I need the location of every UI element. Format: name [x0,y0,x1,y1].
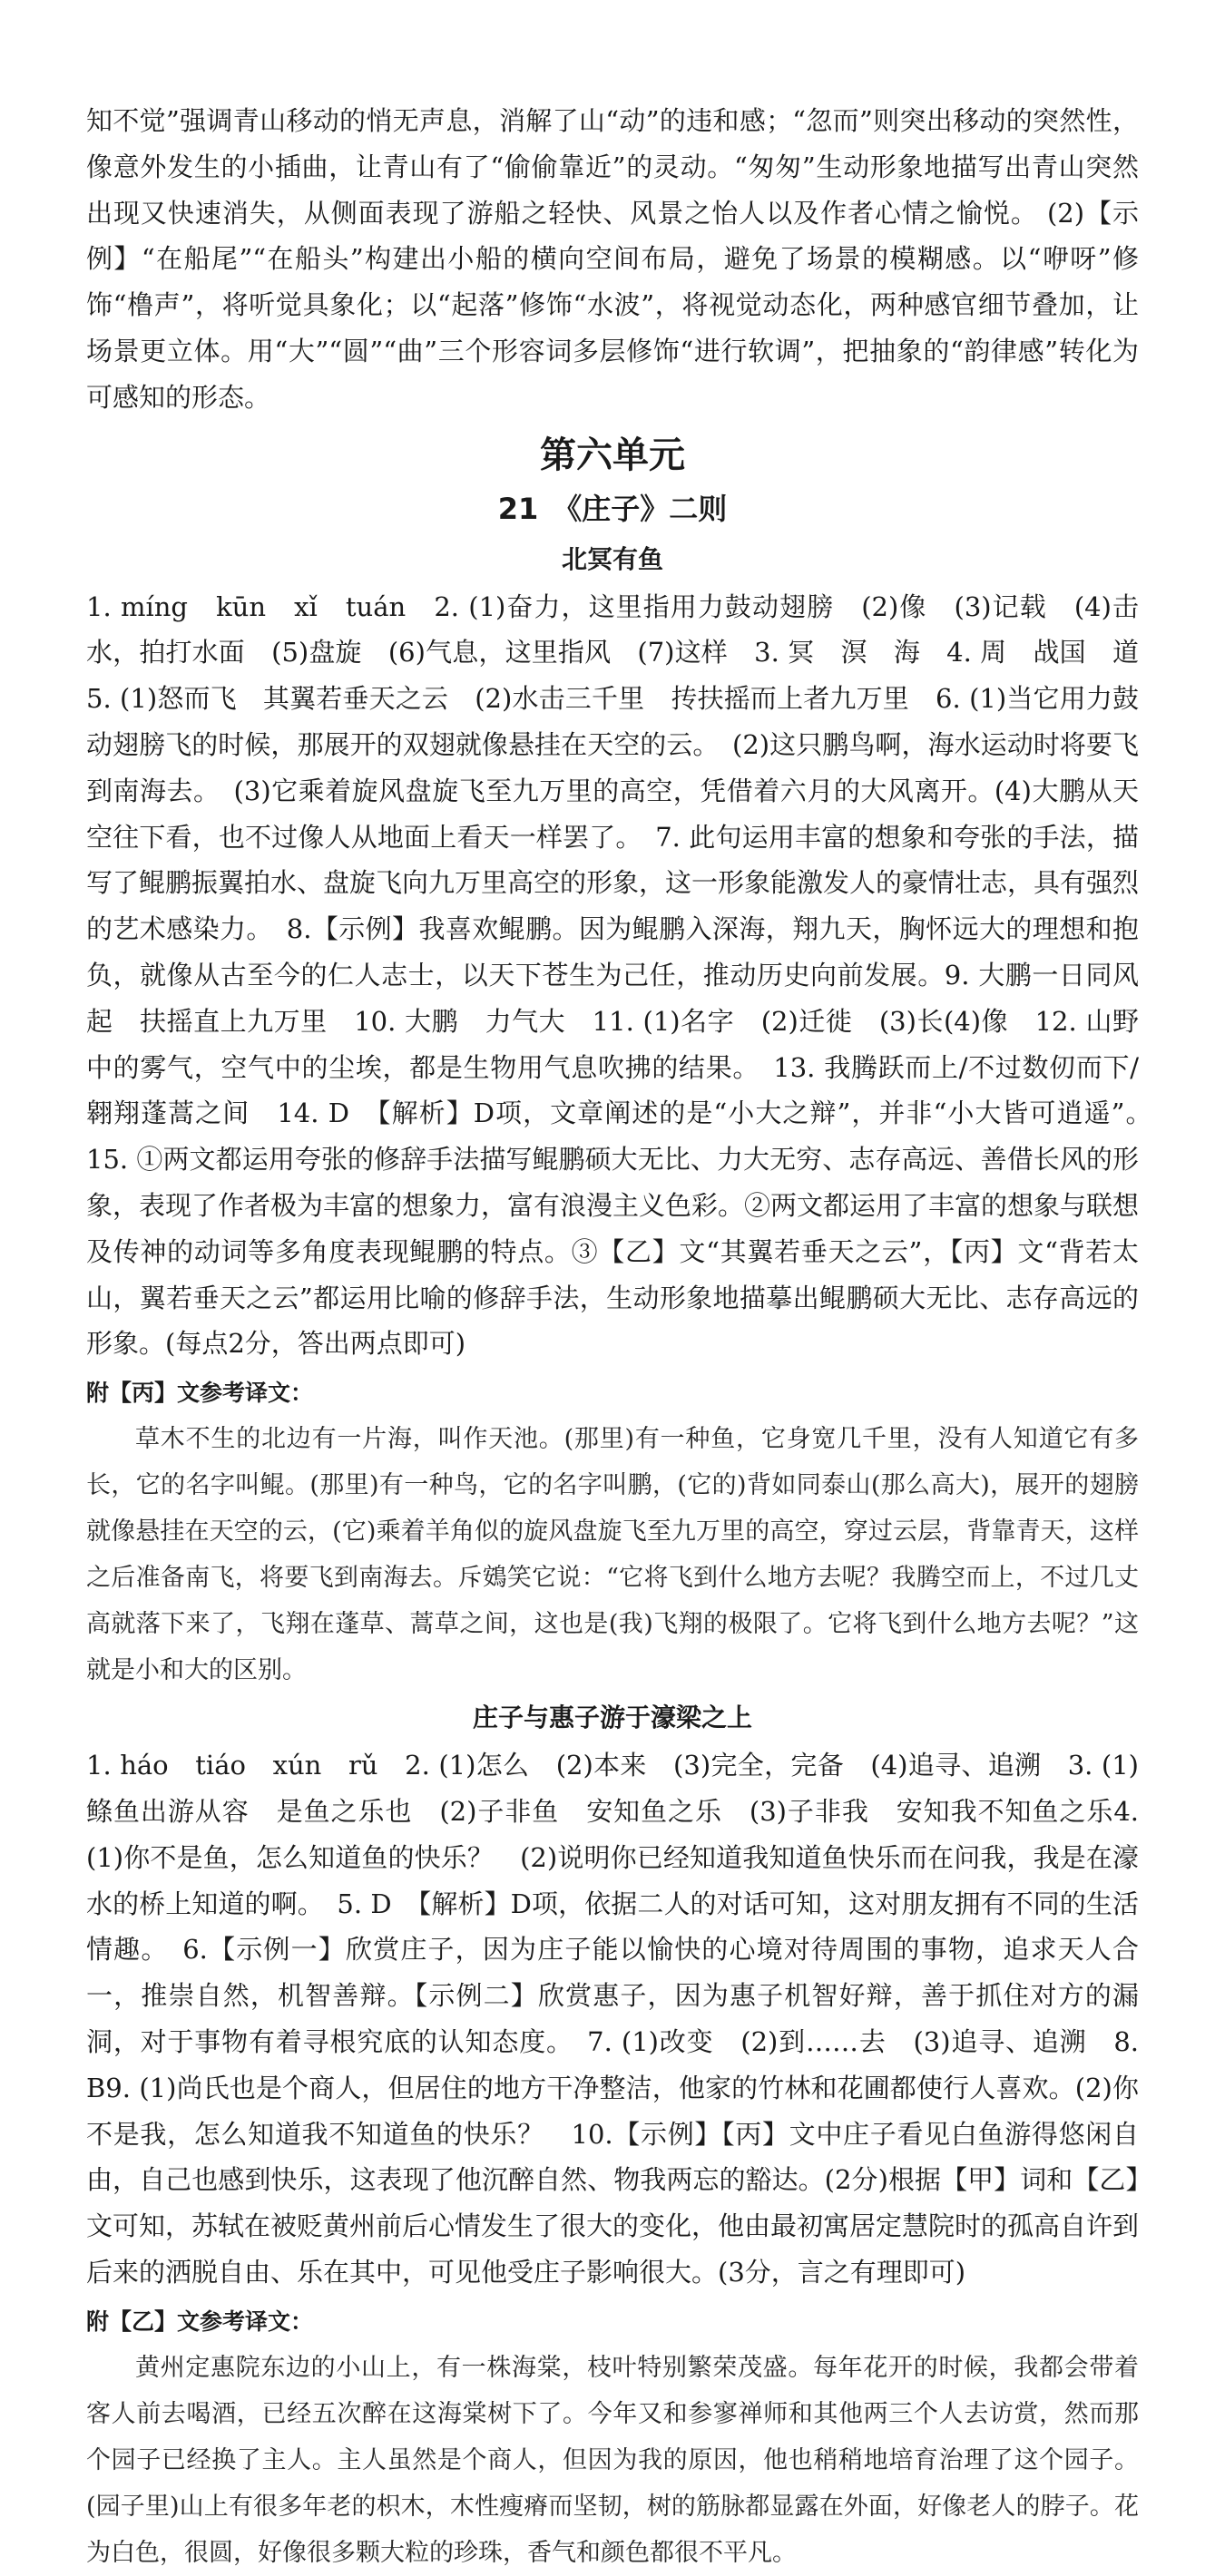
section-title-beiming: 北冥有鱼 [561,543,663,574]
intro-paragraph: 知不觉”强调青山移动的悄无声息，消解了山“动”的违和感；“忽而”则突出移动的突然性，像意外发生的小插曲，让青山有了“偷偷靠近”的灵动。“匆匆”生动形象地描写出青山突然出现又快速消失，从侧面表现了游船之轻快、风景之怡人以及作者心情之愉悦。 (2)【示例】“在船尾”“在船头”构建出小船的横向空间布局，避免了场景的模糊感。以“咿呀”修饰“橹声”，将听觉具象化；以“起落”修饰“水波”，将视觉动态化，两种感官细节叠加，让场景更立体。用“大”“圆”“曲”三个形容词多层修饰“进行软调”，把抽象的“韵律感”转化为可感知的形态。 [86,105,1139,413]
answers-beiming: 1. míng kūn xǐ tuán 2. (1)奋力，这里指用力鼓动翅膀 (2)像 (3)记载 (4)击水，拍打水面 (5)盘旋 (6)气息，这里指风 (7)这样 3. 冥 溟 海 4. 周 战国 道 5. (1)怒而飞 其翼若垂天之云 (2)水击三千里 抟扶摇而上者九万里 6. (1)当它用力鼓动翅膀飞的时候，那展开的双翅就像悬挂在天空的云。 (2)这只鹏鸟啊，海水运动时将要飞到南海去。 (3)它乘着旋风盘旋飞至九万里的高空，凭借着六月的大风离开。(4)大鹏从天空往下看，也不过像人从地面上看天一样罢了。 7. 此句运用丰富的想象和夸张的手法，描写了鲲鹏振翼拍水、盘旋飞向九万里高空的形象，这一形象能激发人的豪情壮志，具有强烈的艺术感染力。 8.【示例】我喜欢鲲鹏。因为鲲鹏入深海，翔九天，胸怀远大的理想和抱负，就像从古至今的仁人志士，以天下苍生为己任，推动历史向前发展。9. 大鹏一日同风起 扶摇直上九万里 10. 大鹏 力气大 11. (1)名字 (2)迁徙 (3)长(4)像 12. 山野中的雾气，空气中的尘埃，都是生物用气息吹拂的结果。 13. 我腾跃而上/不过数仞而下/翱翔蓬蒿之间 14. D 【解析】D项，文章阐述的是“小大之辩”，并非“小大皆可逍遥”。 15. ①两文都运用夸张的修辞手法描写鲲鹏硕大无比、力大无穷、志存高远、善借长风的形象，表现了作者极为丰富的想象力，富有浪漫主义色彩。②两文都运用了丰富的想象与联想及传神的动词等多角度表现鲲鹏的特点。③【乙】文“其翼若垂天之云”，【丙】文“背若太山，翼若垂天之云”都运用比喻的修辞手法，生动形象地描摹出鲲鹏硕大无比、志存高远的形象。(每点2分，答出两点即可) [86,590,1166,1360]
answer-page [86,98,1166,2576]
attach-heading-bing: 附【丙】文参考译文： [86,1380,314,1407]
unit-title: 第六单元 [540,434,685,476]
translation-yi: 黄州定惠院东边的小山上，有一株海棠，枝叶特别繁荣茂盛。每年花开的时候，我都会带着客人前去喝酒，已经五次醉在这海棠树下了。今年又和参寥禅师和其他两三个人去访赏，然而那个园子已经换了主人。主人虽然是个商人，但因为我的原因，他也稍稍地培育治理了这个园子。(园子里)山上有很多年老的枳木，木性瘦瘠而坚韧，树的筋脉都显露在外面，好像老人的脖子。花为白色，很圆，好像很多颗大粒的珍珠，香气和颜色都很不平凡。 [86,2353,1139,2567]
lesson-title: 21 《庄子》二则 [497,491,728,526]
section-title-haoliang: 庄子与惠子游于濠梁之上 [472,1703,752,1733]
attach-heading-yi: 附【乙】文参考译文： [86,2308,314,2335]
answers-haoliang: 1. háo tiáo xún rǔ 2. (1)怎么 (2)本来 (3)完全，完备 (4)追寻、追溯 3. (1)鲦鱼出游从容 是鱼之乐也 (2)子非鱼 安知鱼之乐 (3)子非我 安知我不知鱼之乐4. (1)你不是鱼，怎么知道鱼的快乐？ (2)说明你已经知道我知道鱼快乐而在问我，我是在濠水的桥上知道的啊。 5. D 【解析】D项，依据二人的对话可知，这对朋友拥有不同的生活情趣。 6.【示例一】欣赏庄子，因为庄子能以愉快的心境对待周围的事物，追求天人合一，推崇自然，机智善辩。【示例二】欣赏惠子，因为惠子机智好辩，善于抓住对方的漏洞，对于事物有着寻根究底的认知态度。 7. (1)改变 (2)到……去 (3)追寻、追溯 8. B9. (1)尚氏也是个商人，但居住的地方干净整洁，他家的竹林和花圃都使行人喜欢。(2)你不是我，怎么知道我不知道鱼的快乐？ 10.【示例】【丙】文中庄子看见白鱼游得悠闲自由，自己也感到快乐，这表现了他沉醉自然、物我两忘的豁达。(2分)根据【甲】词和【乙】文可知，苏轼在被贬黄州前后心情发生了很大的变化，他由最初寓居定慧院时的孤高自许到后来的洒脱自由、乐在其中，可见他受庄子影响很大。(3分，言之有理即可) [86,1750,1140,2288]
translation-bing: 草木不生的北边有一片海，叫作天池。(那里)有一种鱼，它身宽几千里，没有人知道它有多长，它的名字叫鲲。(那里)有一种鸟，它的名字叫鹏，(它的)背如同泰山(那么高大)，展开的翅膀就像悬挂在天空的云，(它)乘着羊角似的旋风盘旋飞至九万里的高空，穿过云层，背靠青天，这样之后准备南飞，将要飞到南海去。斥鴳笑它说：“它将飞到什么地方去呢？我腾空而上，不过几丈高就落下来了，飞翔在蓬草、蒿草之间，这也是(我)飞翔的极限了。它将飞到什么地方去呢？”这就是小和大的区别。 [86,1425,1139,1685]
